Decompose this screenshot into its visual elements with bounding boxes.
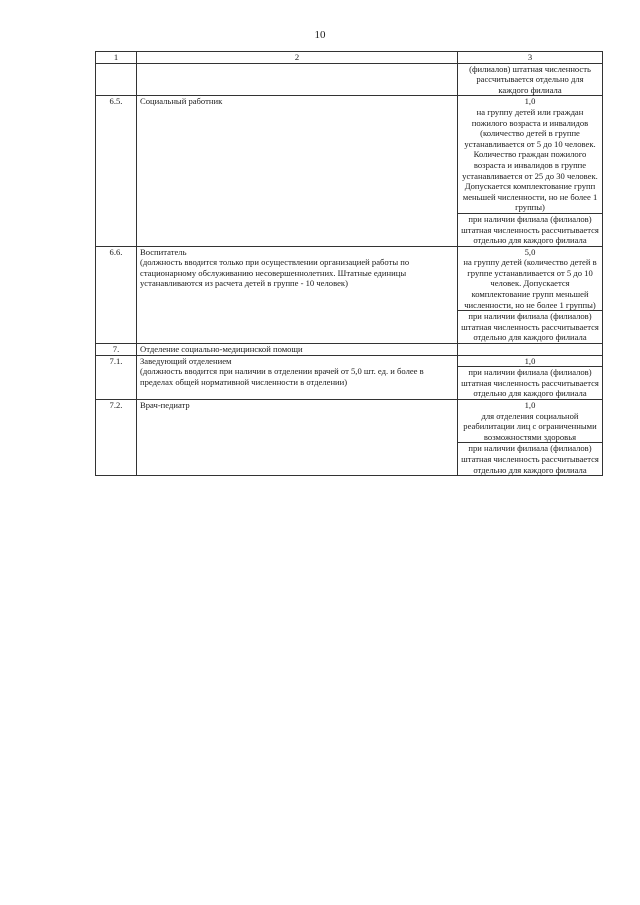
table-row-section-7 xyxy=(96,344,603,356)
staff-value: 1,0 xyxy=(458,355,603,367)
position-description: (должность вводится при наличии в отделении врачей от 5,0 шт. ед. и более в пределах общей нормативной численности в отделении) xyxy=(140,366,424,387)
staff-value: 5,0 xyxy=(524,246,536,257)
table-header-row xyxy=(96,52,603,64)
branch-note: при наличии филиала (филиалов) штатная численность рассчитывается отдельно для каждого филиала xyxy=(458,367,603,400)
row-number: 7. xyxy=(96,344,137,356)
table-row-7-2 xyxy=(96,400,603,443)
staffing-table xyxy=(95,51,603,476)
position-description: (должность вводится только при осуществлении организацией работы по стационарному обслуживанию несовершеннолетних. Штатные единицы устанавливаются из расчета детей в группе - 10 человек) xyxy=(140,257,410,289)
row-number: 7.2. xyxy=(96,400,137,476)
position-title: Заведующий отделением xyxy=(140,355,232,366)
table-row-continuation xyxy=(96,63,603,96)
table-row-6-5 xyxy=(96,96,603,214)
row-number: 6.6. xyxy=(96,246,137,343)
section-title: Отделение социально-медицинской помощи xyxy=(137,344,458,356)
staff-value: 1,0 xyxy=(524,96,536,107)
staff-note: на группу детей или граждан пожилого возраста и инвалидов (количество детей в группе устанавливается от 5 до 10 человек. Количество граждан пожилого возраста и инвалидов в группе устанавливается от 25 до 30 человек. Допускается комплектование групп меньшей численности, но не более 1 группы) xyxy=(462,106,598,213)
table-row-7-1 xyxy=(96,355,603,367)
position-title: Воспитатель xyxy=(140,246,187,257)
staff-value: 1,0 xyxy=(524,400,536,410)
header-col-1: 1 xyxy=(96,52,137,64)
page-number: 10 xyxy=(314,29,326,41)
position-title: Социальный работник xyxy=(140,96,223,107)
branch-note: при наличии филиала (филиалов) штатная численность рассчитывается отдельно для каждого филиала xyxy=(458,311,603,344)
row-number: 7.1. xyxy=(96,355,137,399)
row-number: 6.5. xyxy=(96,96,137,246)
header-col-2: 2 xyxy=(137,52,458,64)
table-row-6-6 xyxy=(96,246,603,311)
position-title: Врач-педиатр xyxy=(140,400,190,410)
branch-note: при наличии филиала (филиалов) штатная численность рассчитывается отдельно для каждого филиала xyxy=(458,213,603,246)
staff-note: на группу детей (количество детей в группе устанавливается от 5 до 10 человек. Допускается комплектование групп меньшей численности, но не более 1 группы) xyxy=(463,257,597,310)
header-col-3: 3 xyxy=(458,52,603,64)
branch-note: при наличии филиала (филиалов) штатная численность рассчитывается отдельно для каждого филиала xyxy=(458,443,603,476)
staff-note: для отделения социальной реабилитации лиц с ограниченными возможностями здоровья xyxy=(463,410,597,442)
continuation-note: (филиалов) штатная численность рассчитывается отдельно для каждого филиала xyxy=(458,63,603,96)
